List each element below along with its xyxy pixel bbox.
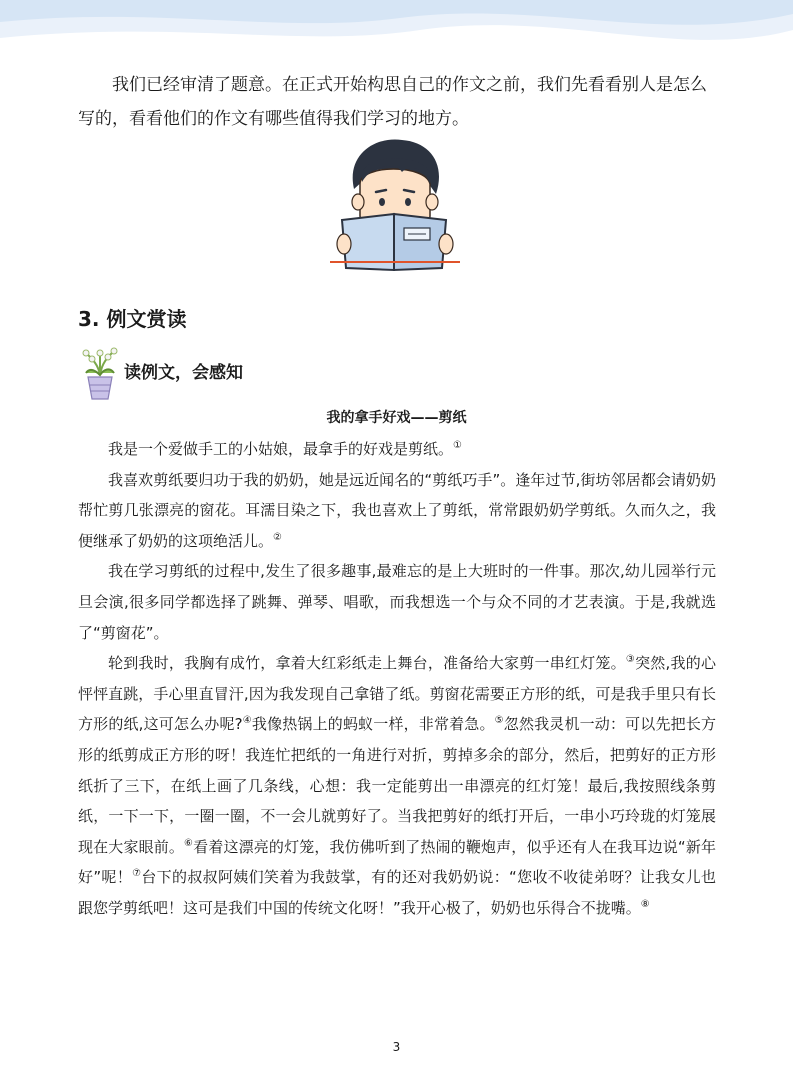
essay-paragraph (78, 434, 716, 465)
essay-body (78, 434, 716, 924)
essay-paragraph (78, 465, 716, 557)
essay-text: 我是一个爱做手工的小姑娘，最拿手的好戏是剪纸。 (108, 440, 454, 458)
essay-paragraph (78, 648, 716, 923)
essay-paragraph (78, 556, 716, 648)
essay-text: 看着这漂亮的灯笼，我仿佛听到了热闹的鞭炮声，似乎还有人在我耳边说“新年好”呢！ (78, 837, 716, 887)
intro-section (78, 68, 718, 136)
header-wave (0, 0, 793, 60)
sentence-marker: ⑧ (640, 898, 650, 910)
essay-text: 我喜欢剪纸要归功于我的奶奶，她是远近闻名的“剪纸巧手”。逢年过节,街坊邻居都会请奶奶帮忙剪几张漂亮的窗花。耳濡目染之下，我也喜欢上了剪纸，常常跟奶奶学剪纸。久而久之，我便继承了奶奶的这项绝活儿。 (78, 470, 716, 550)
sentence-marker: ⑦ (132, 868, 142, 880)
sentence-marker: ② (273, 531, 282, 543)
section-title: 3. 例文赏读 (78, 307, 187, 331)
essay-text: 忽然我灵机一动：可以先把长方形的纸剪成正方形的呀！我连忙把纸的一角进行对折，剪掉多余的部分，然后，把剪好的正方形纸折了三下，在纸上画了几条线，心想：我一定能剪出一串漂亮的红灯笼！最后,我按照线条剪纸，一下一下，一圈一圈，不一会儿就剪好了。当我把剪好的纸打开后，一串小巧玲珑的灯笼展现在大家眼前。 (78, 715, 716, 856)
essay-text: 我像热锅上的蚂蚁一样，非常着急。 (251, 715, 495, 734)
essay-text: 我在学习剪纸的过程中,发生了很多趣事,最难忘的是上大班时的一件事。那次,幼儿园举行元旦会演,很多同学都选择了跳舞、弹琴、唱歌，而我想选一个与众不同的才艺表演。于是,我就选了“剪窗花”。 (78, 562, 716, 642)
essay-title: 我的拿手好戏——剪纸 (326, 410, 467, 426)
subsection-title: 读例文，会感知 (124, 363, 243, 383)
essay-text: 台下的叔叔阿姨们笑着为我鼓掌，有的还对我奶奶说：“您收不收徒弟呀？让我女儿也跟您学剪纸吧！这可是我们中国的传统文化呀！”我开心极了，奶奶也乐得合不拢嘴。 (78, 868, 716, 917)
page-number: 3 (392, 1040, 401, 1054)
essay-text: 轮到我时，我胸有成竹，拿着大红彩纸走上舞台，准备给大家剪一串红灯笼。 (108, 654, 626, 673)
flower-pot-icon (80, 343, 120, 401)
sentence-marker: ⑥ (184, 837, 194, 849)
sentence-marker: ④ (242, 715, 252, 727)
reading-boy-icon (326, 134, 464, 274)
sentence-marker: ③ (625, 654, 636, 666)
sentence-marker: ① (453, 440, 462, 451)
sentence-marker: ⑤ (494, 715, 504, 727)
essay-text: 突然,我的心怦怦直跳，手心里直冒汗,因为我发现自己拿错了纸。剪窗花需要正方形的纸，可是我手里只有长方形的纸,这可怎么办呢? (78, 654, 716, 734)
intro-paragraph: 我们已经审清了题意。在正式开始构思自己的作文之前，我们先看看别人是怎么写的，看看他们的作文有哪些值得我们学习的地方。 (78, 75, 707, 129)
